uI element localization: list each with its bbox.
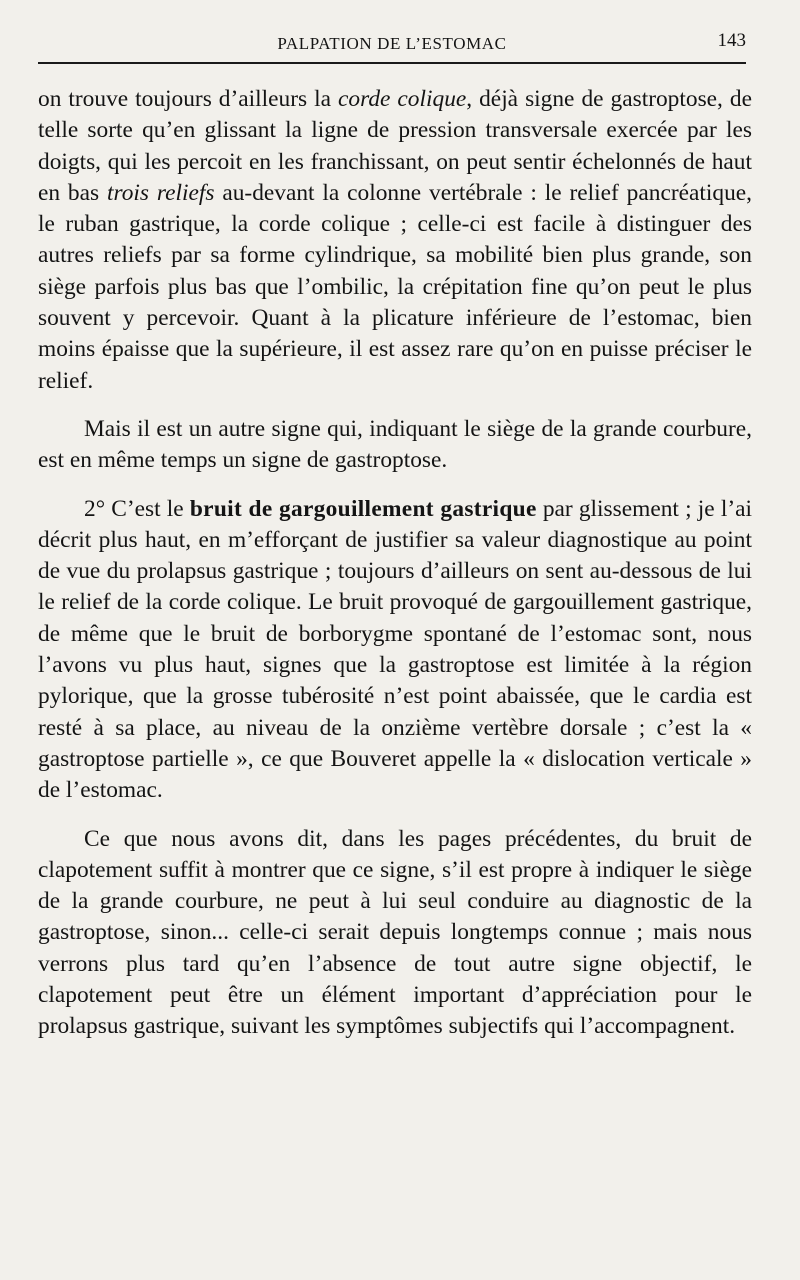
paragraph-1 [38,84,752,397]
running-head: PALPATION DE L’ESTOMAC [277,34,507,53]
text-span: au-devant la colonne vertébrale : le relief pancréatique, le ruban gastrique, la corde colique ; celle-ci est facile à distinguer des autres reliefs par sa forme cylindrique, sa mobilité bien plus grande, son siège parfois plus bas que l’ombilic, la crépitation fine qu’on peut le plus souvent y percevoir. Quant à la plicature inférieure de l’estomac, bien moins épaisse que la supérieure, il est assez rare qu’on en puisse préciser le relief. [38,179,752,394]
italic-term-corde-colique: corde colique [338,86,467,112]
paragraph-3 [38,494,752,807]
text-span: par glissement ; je l’ai décrit plus haut, en m’efforçant de justifier sa valeur diagnostique au point de vue du prolapsus gastrique ; toujours d’ailleurs on sent au-dessous de lui le relief de la corde colique. Le bruit provoqué de gargouillement gastrique, de même que le bruit de borborygme spontané de l’estomac sont, nous l’avons vu plus haut, signes que la gastroptose est limitée à la région pylorique, que la grosse tubérosité n’est point abaissée, que le cardia est resté à sa place, au niveau de la onzième vertèbre dorsale ; c’est la « gastroptose partielle », ce que Bouveret appelle la « dislocation verticale » de l’estomac. [38,495,752,804]
bold-term-bruit-de-gargouillement: bruit de gargouillement gastrique [189,495,537,522]
text-span: Mais il est un autre signe qui, indiquant le siège de la grande courbure, est en même temps un signe de gastroptose. [38,415,752,474]
page-body [38,84,752,1043]
paragraph-4 [38,824,752,1043]
text-span: 2° C’est le [84,495,190,522]
page-header [38,28,746,64]
page-number: 143 [717,30,746,51]
text-span: , déjà signe de gastroptose, de telle sorte qu’en glissant la ligne de pression transversale exercée par les doigts, qui les percoit en les franchissant, on peut sentir échelonnés de haut en bas [38,86,752,206]
paragraph-2 [38,414,752,477]
text-span: on trouve toujours d’ailleurs la [38,86,339,112]
text-span: Ce que nous avons dit, dans les pages précédentes, du bruit de clapotement suffit à montrer que ce signe, s’il est propre à indiquer le siège de la grande courbure, ne peut à lui seul conduire au diagnostic de la gastroptose, sinon... celle-ci serait depuis longtemps connue ; mais nous verrons plus tard qu’en l’absence de tout autre signe objectif, le clapotement peut être un élément important d’appréciation pour le prolapsus gastrique, suivant les symptômes subjectifs qui l’accompagnent. [38,825,752,1040]
italic-term-trois-reliefs: trois reliefs [106,179,215,206]
